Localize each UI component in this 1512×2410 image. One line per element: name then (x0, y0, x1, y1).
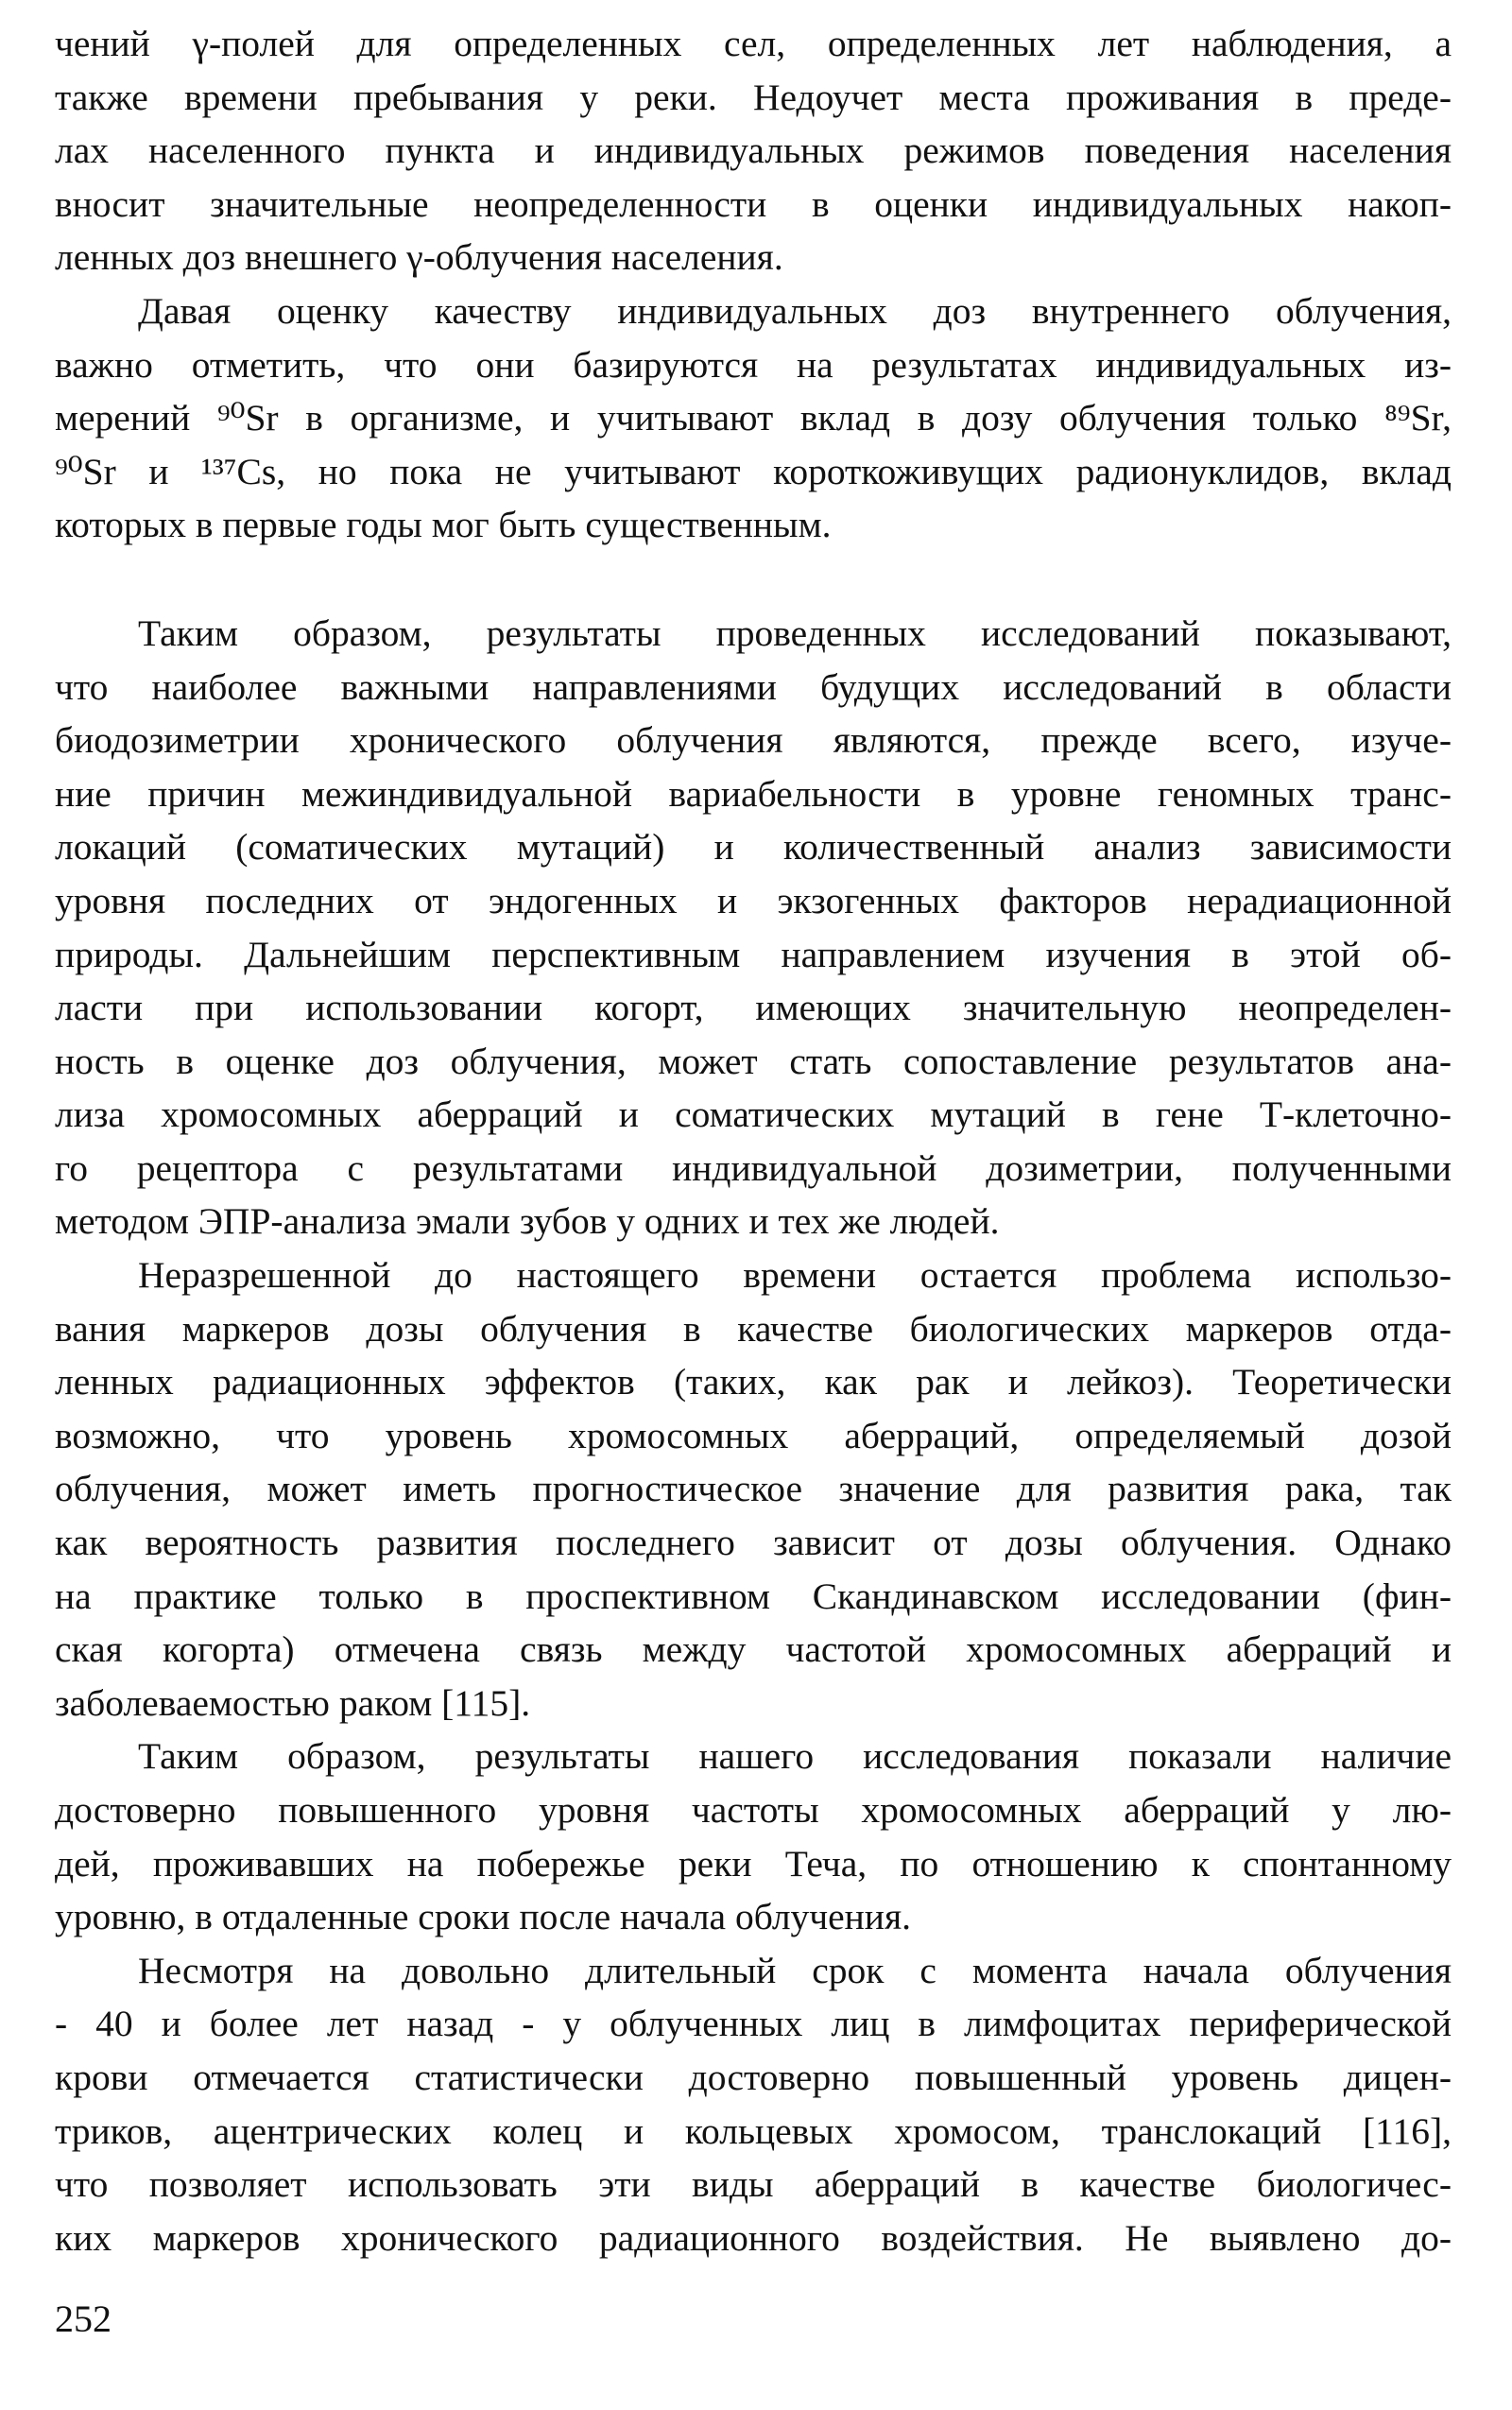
page-number: 252 (55, 2298, 112, 2340)
text-line: Давая оценку качеству индивидуальных доз внутреннего облучения, (138, 289, 1452, 332)
text-line: Таким образом, результаты проведенных исследований показывают, (138, 611, 1452, 654)
text-line: облучения, может иметь прогностическое значение для развития рака, так (55, 1468, 1452, 1510)
text-line: - 40 и более лет назад - у облученных лиц в лимфоцитах периферической (55, 2003, 1452, 2045)
text-line: уровню, в отдаленные сроки после начала облучения. (55, 1896, 911, 1938)
text-line: Таким образом, результаты нашего исследования показали наличие (138, 1735, 1452, 1778)
text-line: го рецептора с результатами индивидуальной дозиметрии, полученными (55, 1146, 1452, 1189)
text-line: ние причин межиндивидуальной вариабельности в уровне геномных транс- (55, 772, 1452, 815)
paragraph-6 (55, 1944, 1452, 2265)
text-line: ⁹⁰Sr и ¹³⁷Cs, но пока не учитывают короткоживущих радионуклидов, вклад (55, 450, 1452, 492)
text-line: ласти при использовании когорт, имеющих значительную неопределен- (55, 987, 1452, 1029)
text-line: также времени пребывания у реки. Недоучет места проживания в преде- (55, 76, 1452, 118)
paragraph-2 (55, 284, 1452, 552)
text-line: триков, ацентрических колец и кольцевых хромосом, транслокаций [116], (55, 2109, 1452, 2152)
text-line: крови отмечается статистически достоверно повышенный уровень дицен- (55, 2056, 1452, 2098)
paragraph-1 (55, 17, 1452, 284)
text-line: ленных доз внешнего γ-облучения населения. (55, 236, 783, 279)
text-line: локаций (соматических мутаций) и количественный анализ зависимости (55, 826, 1452, 869)
text-line: возможно, что уровень хромосомных аберраций, определяемый дозой (55, 1414, 1452, 1456)
text-line: Неразрешенной до настоящего времени остается проблема использо- (138, 1254, 1452, 1297)
text-line: достоверно повышенного уровня частоты хромосомных аберраций у лю- (55, 1789, 1452, 1831)
text-line: заболеваемостью раком [115]. (55, 1681, 531, 1724)
text-line: лах населенного пункта и индивидуальных режимов поведения населения (55, 129, 1452, 172)
text-line: мерений ⁹⁰Sr в организме, и учитывают вклад в дозу облучения только ⁸⁹Sr, (55, 397, 1452, 439)
text-line: лиза хромосомных аберраций и соматических мутаций в гене Т-клеточно- (55, 1093, 1452, 1136)
text-line: Несмотря на довольно длительный срок с момента начала облучения (138, 1949, 1452, 1991)
text-line: ность в оценке доз облучения, может стать сопоставление результатов ана- (55, 1040, 1452, 1082)
text-line: как вероятность развития последнего зависит от дозы облучения. Однако (55, 1522, 1452, 1564)
text-line: которых в первые годы мог быть существенным. (55, 504, 832, 546)
text-line: что наиболее важными направлениями будущих исследований в области (55, 665, 1452, 708)
text-line: дей, проживавших на побережье реки Теча, по отношению к спонтанному (55, 1842, 1452, 1885)
text-line: уровня последних от эндогенных и экзогенных факторов нерадиационной (55, 879, 1452, 921)
text-line: что позволяет использовать эти виды аберраций в качестве биологичес- (55, 2163, 1452, 2206)
text-line: чений γ-полей для определенных сел, определенных лет наблюдения, а (55, 23, 1452, 64)
text-line: ская когорта) отмечена связь между частотой хромосомных аберраций и (55, 1628, 1452, 1671)
page-body (55, 17, 1452, 2264)
paragraph-4 (55, 1248, 1452, 1730)
section-gap (55, 552, 1452, 607)
text-line: ких маркеров хронического радиационного воздействия. Не выявлено до- (55, 2216, 1452, 2259)
text-line: ленных радиационных эффектов (таких, как рак и лейкоз). Теоретически (55, 1361, 1452, 1403)
paragraph-3 (55, 607, 1452, 1248)
text-line: природы. Дальнейшим перспективным направлением изучения в этой об- (55, 933, 1452, 975)
text-line: вносит значительные неопределенности в оценки индивидуальных накоп- (55, 182, 1452, 225)
text-line: вания маркеров дозы облучения в качестве биологических маркеров отда- (55, 1307, 1452, 1350)
text-line: методом ЭПР-анализа эмали зубов у одних и тех же людей. (55, 1200, 1000, 1243)
text-line: важно отметить, что они базируются на результатах индивидуальных из- (55, 343, 1452, 386)
text-line: биодозиметрии хронического облучения являются, прежде всего, изуче- (55, 719, 1452, 762)
paragraph-5 (55, 1730, 1452, 1943)
text-line: на практике только в проспективном Скандинавском исследовании (фин- (55, 1575, 1452, 1617)
